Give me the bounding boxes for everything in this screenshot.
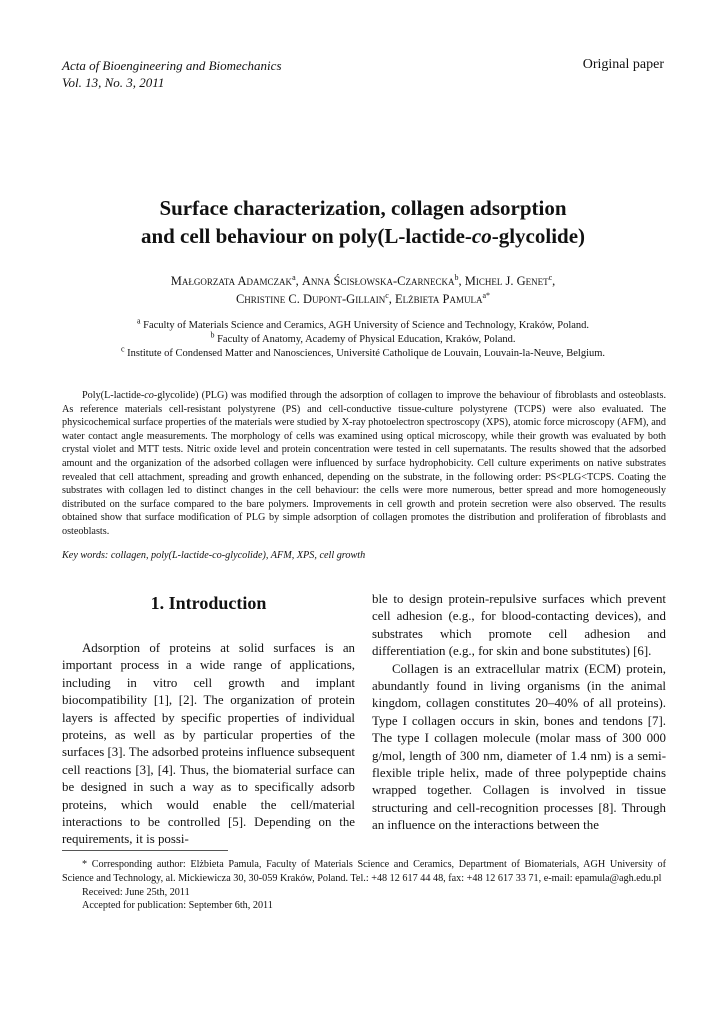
affiliation: $^c$ Institute of Condensed Matter and Nanosciences, Université Catholique de Louvain, Louvain-la-Neuve, Belgium. [120,344,606,359]
body-paragraph: Adsorption of proteins at solid surfaces is an important process in a wide range of applications, including in vitro cell growth and implant biocompatibility [1], [2]. The organization of protein layers is affected by specific properties of individual proteins, as well as by particular properties of the surfaces [3]. The adsorbed proteins influence subsequent cell reactions [3], [4]. Thus, the biomaterial surface can be designed in such a way as to specifically adsorb proteins, which would enable the cell/material interactions to be controlled [5]. Depending on the requirements, it is possi- [62,641,355,847]
affiliation: $^a$ Faculty of Materials Science and Ceramics, AGH University of Science and Technology, Kraków, Poland. [136,316,590,331]
author-name: Anna Ścisłowska-Czarnecka [301,274,455,288]
journal-name: Acta of Bioengineering and Biomechanics [62,58,282,73]
author-name: Michel J. Genet [464,274,549,288]
abstract: Poly(L-lactide-co-glycolide) (PLG) was modified through the adsorption of collagen to improve the behaviour of fibroblasts and osteoblasts. As reference materials cell-resistant polystyrene (PS) and cell-conductive tissue-culture polystyrene (TCPS) were also evaluated. The physicochemical surface properties of the materials were studied by X-ray photoelectron spectroscopy (XPS), atomic force microscopy (AFM), and water contact angle measurements. The morphology of cells was examined using optical microscopy, while their growth was evaluated by both crystal violet and MTT tests. Nitric oxide level and protein concentration were tested in cell supernatants. The results showed that the adsorbed amount and the organization of the adsorbed collagen were influenced by surface hydrophobicity. Cell culture experiments on native substrates revealed that cell attachment, spreading and growth enhanced, depending on the substrate, in the following order: PS<PLG<TCPS. Coating the substrates with collagen led to distinct changes in the cell behaviour: the cells were more numerous, better spread and more homogeneously distributed on the surface compared to the bare polymers. Improvements in cell growth and protein secretion were also observed. The results obtained show that surface modification of PLG by simple adsorption of collagen promotes the distribution and proliferation of fibroblasts and osteoblasts. [62,390,666,537]
footnotes [62,858,666,913]
title-line-2: and cell behaviour on poly(L-lactide-co-glycolide) [140,224,586,248]
author-line-1: Małgorzata Adamczak$^a$, Anna Ścisłowska-Czarnecka$^b$, Michel J. Genet$^c$, [170,272,556,288]
author-name: Christine C. Dupont-Gillain [235,292,386,306]
body-paragraph: Collagen is an extracellular matrix (ECM) protein, abundantly found in living organisms (in the animal kingdom, collagen constitutes 20–40% of all proteins). Type I collagen occurs in skin, bones and tendons [7]. The type I collagen molecule (molar mass of 300 000 g/mol, length of 300 nm, diameter of 1.4 nm) is a semi-flexible triple helix, made of three polypeptide chains wrapped together. Collagen is involved in tissue structuring and cell-recognition processes [8]. Through an influence on the interactions between the [372,661,666,833]
paper-title [60,194,666,250]
author-line-2: Christine C. Dupont-Gillain$^c$, Elżbieta Pamula$^{a*}$ [235,290,491,306]
accepted-date: Accepted for publication: September 6th, 2011 [82,900,273,912]
title-line-1: Surface characterization, collagen adsorption [159,196,567,220]
journal-header [62,57,282,91]
corresponding-author-note: * Corresponding author: Elżbieta Pamula, Faculty of Materials Science and Ceramics, Department of Biomaterials, AGH University of Science and Technology, al. Mickiewicza 30, 30-059 Kraków, Poland. Tel.: +48 12 617 44 48, fax: +48 12 617 33 71, e-mail: epamula@agh.edu.pl [62,859,666,884]
keywords-label: Key words [62,550,105,561]
section-heading: 1. Introduction [150,593,267,613]
footnote-divider [62,850,228,851]
body-column-left [62,640,355,849]
paper-type: Original paper [582,57,664,72]
affiliations [60,316,666,361]
keywords [62,550,365,561]
keywords-text: : collagen, poly(L-lactide-co-glycolide), AFM, XPS, cell growth [104,550,366,561]
author-name: Elżbieta Pamula [395,292,483,306]
body-paragraph: ble to design protein-repulsive surfaces which prevent cell adhesion (e.g., for blood-contacting devices), and substrates which promote cell adhesion and differentiation (e.g., for skin and bone substitutes) [6]. [372,592,666,659]
received-date: Received: June 25th, 2011 [82,886,190,898]
affiliation: $^b$ Faculty of Anatomy, Academy of Physical Education, Kraków, Poland. [210,330,516,345]
author-list [60,272,666,308]
volume-info: Vol. 13, No. 3, 2011 [62,75,165,90]
body-column-right [372,591,666,835]
author-name: Małgorzata Adamczak [170,274,293,288]
